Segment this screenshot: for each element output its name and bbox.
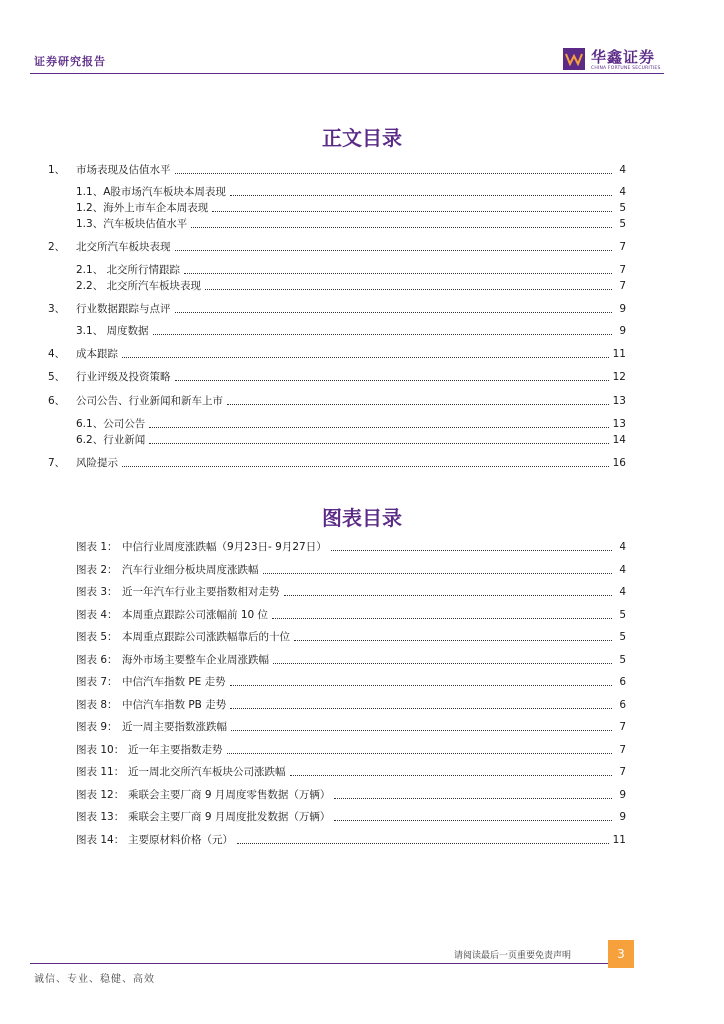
dot-leader <box>231 720 612 731</box>
entry-page: 14 <box>612 434 626 446</box>
entry-number: 1、 <box>48 164 66 176</box>
entry-title: 乘联会主要厂商 9 月周度零售数据（万辆） <box>128 788 331 801</box>
toc-entry[interactable] <box>48 456 626 470</box>
entry-title: 3.1、 周度数据 <box>76 325 149 337</box>
dot-leader <box>153 324 612 335</box>
dot-leader <box>230 698 612 709</box>
entry-title: 成本跟踪 <box>76 348 118 360</box>
figure-entry[interactable] <box>76 630 626 644</box>
entry-title: 中信行业周度涨跌幅（9月23日- 9月27日） <box>122 541 327 553</box>
dot-leader <box>331 540 612 551</box>
dot-leader <box>334 788 612 799</box>
entry-number: 4、 <box>48 348 66 360</box>
toc-entry[interactable] <box>48 394 626 408</box>
toc-entry[interactable] <box>48 370 626 384</box>
entry-title: 本周重点跟踪公司涨幅前 10 位 <box>122 608 269 621</box>
dot-leader <box>230 185 612 196</box>
toc-subentry[interactable] <box>76 185 626 199</box>
entry-title: 近一年主要指数走势 <box>128 743 223 756</box>
entry-page: 13 <box>612 418 626 430</box>
toc-subentry[interactable] <box>76 263 626 277</box>
dot-leader <box>230 675 612 686</box>
figure-entry[interactable] <box>76 540 626 554</box>
entry-title: 6.1、公司公告 <box>76 418 146 430</box>
entry-page: 9 <box>619 811 626 823</box>
entry-title: 公司公告、行业新闻和新车上市 <box>76 395 223 407</box>
entry-title: 6.2、行业新闻 <box>76 434 146 446</box>
entry-page: 9 <box>619 788 626 801</box>
figure-list-title: 图表目录 <box>322 506 402 530</box>
entry-title: 1.1、A股市场汽车板块本周表现 <box>76 186 226 198</box>
footer-divider <box>30 963 608 964</box>
entry-number: 图表 4： <box>76 608 118 621</box>
entry-page: 11 <box>612 833 626 846</box>
toc-title: 正文目录 <box>322 126 402 150</box>
page-number: 3 <box>608 940 634 968</box>
entry-title: 本周重点跟踪公司涨跌幅靠后的十位 <box>122 631 290 643</box>
entry-number: 图表 12： <box>76 788 125 801</box>
dot-leader <box>175 163 613 174</box>
entry-title: 2.2、 北交所汽车板块表现 <box>76 280 202 292</box>
dot-leader <box>263 563 613 574</box>
logo-name-en: CHINA FORTUNE SECURITIES <box>591 66 661 71</box>
entry-page: 12 <box>612 371 626 383</box>
entry-title: 风险提示 <box>76 457 118 469</box>
dot-leader <box>273 653 612 664</box>
entry-title: 1.3、汽车板块估值水平 <box>76 218 188 230</box>
figure-entry[interactable] <box>76 765 626 779</box>
entry-page: 7 <box>619 280 626 292</box>
entry-number: 图表 1： <box>76 541 118 553</box>
figure-entry[interactable] <box>76 810 626 824</box>
entry-page: 5 <box>619 608 626 621</box>
entry-title: 市场表现及估值水平 <box>76 164 171 176</box>
entry-number: 图表 7： <box>76 676 118 688</box>
entry-page: 4 <box>619 563 626 576</box>
dot-leader <box>191 217 612 228</box>
entry-title: 主要原材料价格（元） <box>128 833 233 846</box>
entry-number: 6、 <box>48 395 66 407</box>
figure-entry[interactable] <box>76 653 626 667</box>
dot-leader <box>212 201 612 212</box>
dot-leader <box>175 302 613 313</box>
entry-number: 图表 2： <box>76 563 118 576</box>
entry-page: 4 <box>619 586 626 598</box>
entry-title: 近一周北交所汽车板块公司涨跌幅 <box>128 766 286 778</box>
dot-leader <box>227 394 609 405</box>
dot-leader <box>227 743 613 754</box>
entry-title: 2.1、 北交所行情跟踪 <box>76 264 181 276</box>
entry-page: 5 <box>619 631 626 643</box>
toc-subentry[interactable] <box>76 279 626 293</box>
header-divider <box>30 73 664 74</box>
toc-subentry[interactable] <box>76 201 626 215</box>
dot-leader <box>149 417 608 428</box>
figure-entry[interactable] <box>76 608 626 622</box>
entry-title: 汽车行业细分板块周度涨跌幅 <box>122 563 259 576</box>
logo-name-cn: 华鑫证券 <box>591 48 656 66</box>
entry-page: 4 <box>619 541 626 553</box>
dot-leader <box>294 630 612 641</box>
entry-title: 海外市场主要整车企业周涨跌幅 <box>122 653 269 666</box>
dot-leader <box>237 833 609 844</box>
entry-title: 行业数据跟踪与点评 <box>76 303 171 315</box>
entry-page: 5 <box>619 218 626 230</box>
figure-entry[interactable] <box>76 698 626 712</box>
entry-number: 2、 <box>48 241 66 253</box>
toc-entry[interactable] <box>48 163 626 177</box>
entry-page: 13 <box>612 395 626 407</box>
entry-title: 近一年汽车行业主要指数相对走势 <box>122 586 280 598</box>
entry-page: 7 <box>619 721 626 733</box>
figure-entry[interactable] <box>76 833 626 847</box>
entry-page: 4 <box>619 164 626 176</box>
dot-leader <box>175 240 613 251</box>
entry-page: 9 <box>619 303 626 315</box>
toc-subentry[interactable] <box>76 217 626 231</box>
figure-entry[interactable] <box>76 743 626 757</box>
entry-number: 图表 6： <box>76 653 118 666</box>
entry-number: 图表 13： <box>76 811 125 823</box>
dot-leader <box>272 608 612 619</box>
entry-title: 乘联会主要厂商 9 月周度批发数据（万辆） <box>128 811 331 823</box>
figure-entry[interactable] <box>76 585 626 599</box>
company-logo <box>563 46 673 74</box>
entry-page: 5 <box>619 653 626 666</box>
entry-number: 图表 10： <box>76 743 125 756</box>
figure-entry[interactable] <box>76 563 626 577</box>
dot-leader <box>205 279 612 290</box>
dot-leader <box>184 263 612 274</box>
footer-motto: 诚信、专业、稳健、高效 <box>34 974 155 985</box>
entry-page: 7 <box>619 743 626 756</box>
entry-title: 近一周主要指数涨跌幅 <box>122 721 227 733</box>
entry-page: 5 <box>619 202 626 214</box>
entry-number: 图表 5： <box>76 631 118 643</box>
entry-page: 6 <box>619 676 626 688</box>
entry-page: 9 <box>619 325 626 337</box>
entry-page: 4 <box>619 186 626 198</box>
figure-entry[interactable] <box>76 720 626 734</box>
dot-leader <box>122 456 609 467</box>
toc-subentry[interactable] <box>76 324 626 338</box>
entry-title: 中信汽车指数 PB 走势 <box>122 698 227 711</box>
dot-leader <box>290 765 613 776</box>
toc-entry[interactable] <box>48 240 626 254</box>
toc-subentry[interactable] <box>76 433 626 447</box>
entry-title: 北交所汽车板块表现 <box>76 241 171 253</box>
entry-title: 1.2、海外上市车企本周表现 <box>76 202 209 214</box>
dot-leader <box>122 347 609 358</box>
entry-number: 3、 <box>48 303 66 315</box>
dot-leader <box>149 433 608 444</box>
entry-number: 5、 <box>48 371 66 383</box>
toc-subentry[interactable] <box>76 417 626 431</box>
toc-entry[interactable] <box>48 302 626 316</box>
entry-page: 7 <box>619 264 626 276</box>
entry-number: 7、 <box>48 457 66 469</box>
entry-title: 中信汽车指数 PE 走势 <box>122 676 226 688</box>
entry-number: 图表 11： <box>76 766 125 778</box>
entry-number: 图表 14： <box>76 833 125 846</box>
dot-leader <box>334 810 612 821</box>
toc-entry[interactable] <box>48 347 626 361</box>
disclaimer-note: 请阅读最后一页重要免责声明 <box>454 951 572 961</box>
entry-number: 图表 3： <box>76 586 118 598</box>
figure-entry[interactable] <box>76 788 626 802</box>
entry-number: 图表 9： <box>76 721 118 733</box>
figure-entry[interactable] <box>76 675 626 689</box>
entry-page: 16 <box>612 457 626 469</box>
entry-number: 图表 8： <box>76 698 118 711</box>
entry-page: 7 <box>619 241 626 253</box>
entry-page: 7 <box>619 766 626 778</box>
dot-leader <box>284 585 613 596</box>
header-label: 证券研究报告 <box>34 55 106 68</box>
logo-mark-icon <box>563 48 585 70</box>
dot-leader <box>175 370 609 381</box>
entry-page: 6 <box>619 698 626 711</box>
entry-page: 11 <box>612 348 626 360</box>
entry-title: 行业评级及投资策略 <box>76 371 171 383</box>
